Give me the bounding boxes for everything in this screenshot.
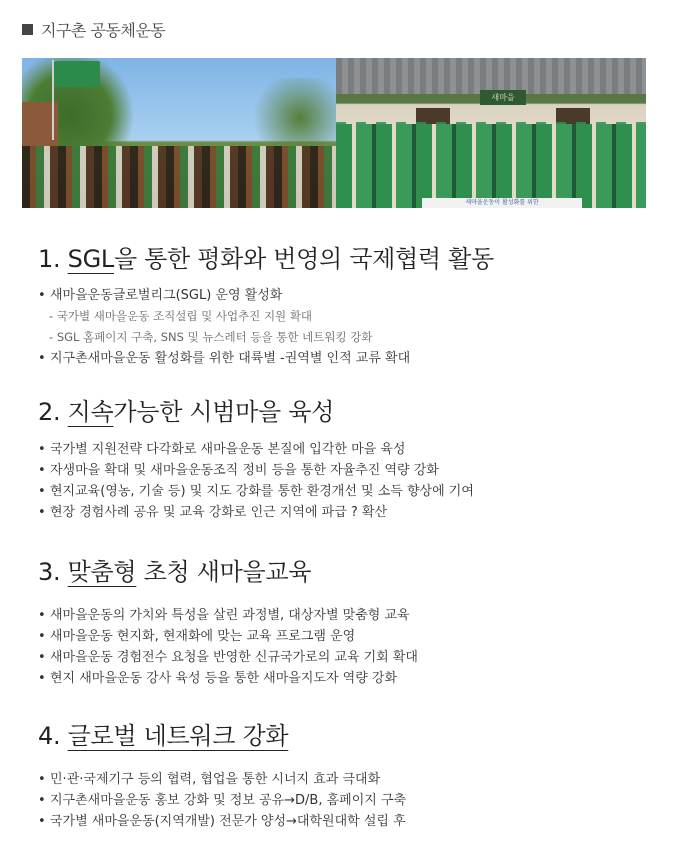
group-volunteers-photo xyxy=(336,58,646,208)
list-item: • 새마을운동글로벌리그(SGL) 운영 활성화 xyxy=(38,285,494,306)
list-item: • 새마을운동 현지화, 현재화에 맞는 교육 프로그램 운영 xyxy=(38,626,418,647)
list-item: • 현지교육(영농, 기술 등) 및 지도 강화를 통한 환경개선 및 소득 향상에 기여 xyxy=(38,481,474,502)
list-item: • 현장 경험사례 공유 및 교육 강화로 인근 지역에 파급 ? 확산 xyxy=(38,502,474,523)
list-item: • 국가별 새마을운동(지역개발) 전문가 양성→대학원대학 설립 후 xyxy=(38,811,406,832)
section-title xyxy=(38,720,406,752)
section-number: 1. xyxy=(38,245,68,273)
crowd-shape xyxy=(336,124,646,208)
square-bullet-icon xyxy=(22,24,33,35)
list-subitem: - SGL 홈페이지 구축, SNS 및 뉴스레터 등을 통한 네트워킹 강화 xyxy=(38,327,494,348)
section-2 xyxy=(38,396,474,523)
section-title-rest: 을 통한 평화와 번영의 국제협력 활동 xyxy=(113,245,494,273)
section-title xyxy=(38,556,418,588)
ceremony-crowd-photo xyxy=(22,58,336,208)
photo-strip xyxy=(22,58,646,208)
section-title xyxy=(38,396,474,428)
section-list xyxy=(38,439,474,523)
section-number: 4. xyxy=(38,722,68,750)
section-title-underlined: 지속 xyxy=(67,398,114,426)
section-title-rest: 가능한 시범마을 육성 xyxy=(113,398,335,426)
list-subitem: - 국가별 새마을운동 조직설립 및 사업추진 지원 확대 xyxy=(38,306,494,327)
house-sign: 새마을 xyxy=(480,90,526,105)
section-3 xyxy=(38,556,418,689)
section-list xyxy=(38,605,418,689)
flag-icon xyxy=(54,61,100,87)
page-title: 지구촌 공동체운동 xyxy=(41,20,166,40)
section-list xyxy=(38,769,406,832)
section-number: 3. xyxy=(38,558,68,586)
page-header xyxy=(22,18,165,40)
banner: 새마을운동이 활성화를 위한 xyxy=(422,198,582,208)
list-item: • 새마을운동 경험전수 요청을 반영한 신규국가로의 교육 기회 확대 xyxy=(38,647,418,668)
list-item: • 현지 새마을운동 강사 육성 등을 통한 새마을지도자 역량 강화 xyxy=(38,668,418,689)
section-4 xyxy=(38,720,406,832)
section-number: 2. xyxy=(38,398,68,426)
section-title-underlined: 글로벌 네트워크 강화 xyxy=(67,722,289,750)
section-title-underlined: 맞춤형 xyxy=(67,558,137,586)
list-item: • 자생마을 확대 및 새마을운동조직 정비 등을 통한 자율추진 역량 강화 xyxy=(38,460,474,481)
section-title xyxy=(38,243,494,275)
section-title-rest: 초청 새마을교육 xyxy=(136,558,312,586)
list-item: • 국가별 지원전략 다각화로 새마을운동 본질에 입각한 마을 육성 xyxy=(38,439,474,460)
roof-shape xyxy=(336,58,646,94)
list-item: • 새마을운동의 가치와 특성을 살린 과정별, 대상자별 맞춤형 교육 xyxy=(38,605,418,626)
section-list xyxy=(38,285,494,369)
list-item: • 지구촌새마을운동 홍보 강화 및 정보 공유→D/B, 홈페이지 구축 xyxy=(38,790,406,811)
list-item: • 지구촌새마을운동 활성화를 위한 대륙별 -권역별 인적 교류 확대 xyxy=(38,348,494,369)
section-1 xyxy=(38,243,494,369)
section-title-underlined: SGL xyxy=(67,245,114,273)
crowd-shape xyxy=(22,146,336,208)
list-item: • 민·관·국제기구 등의 협력, 협업을 통한 시너지 효과 극대화 xyxy=(38,769,406,790)
